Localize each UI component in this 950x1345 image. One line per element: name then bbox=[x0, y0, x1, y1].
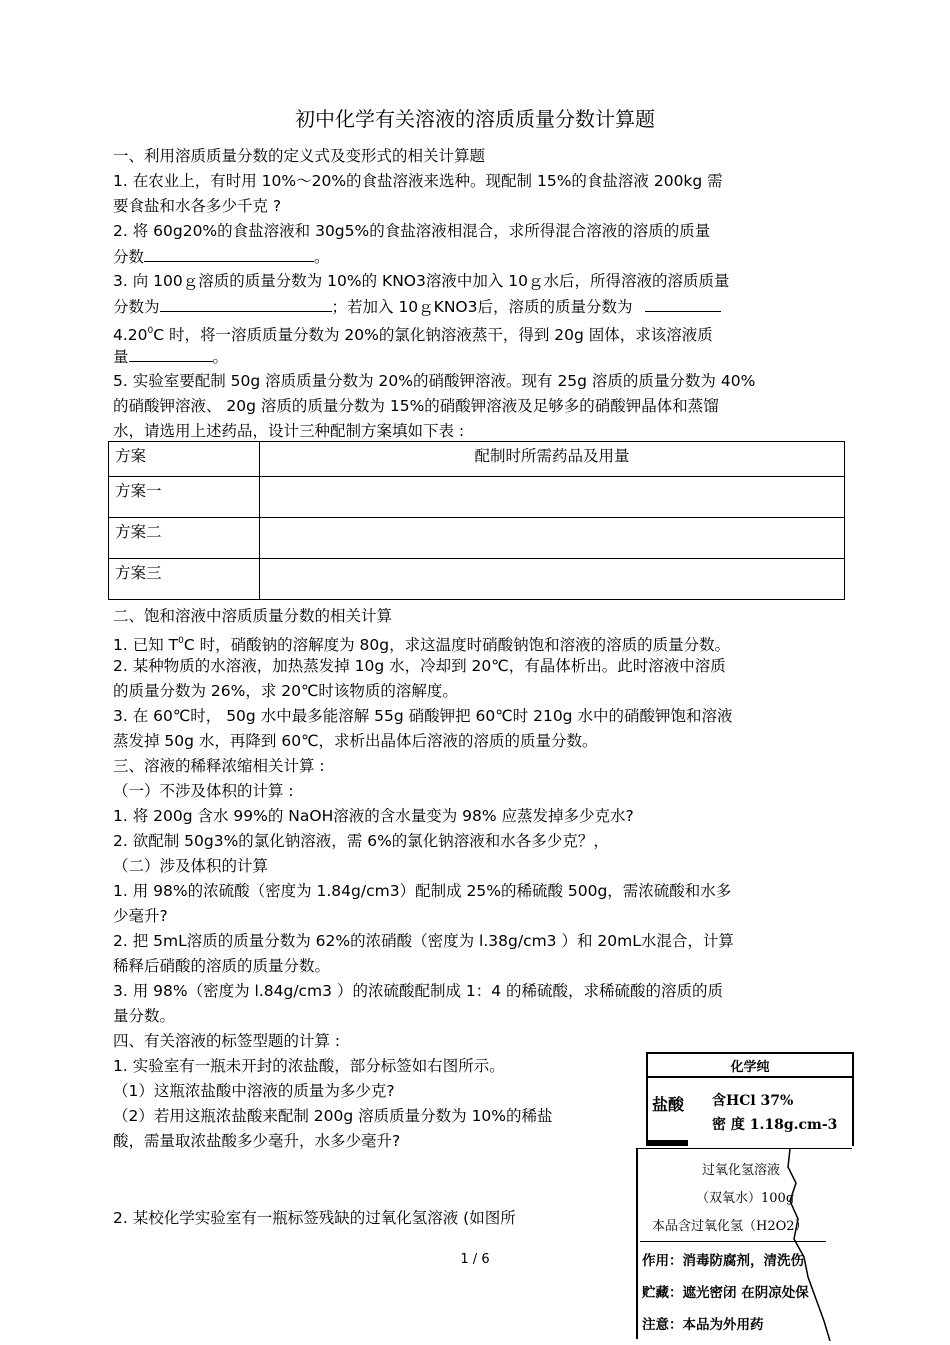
question-text-part: 4.20 bbox=[113, 326, 148, 344]
superscript: 0 bbox=[147, 326, 154, 336]
label-line: （双氧水）100g bbox=[696, 1191, 795, 1206]
question-text: 1. 在农业上，有时用 10%～20%的食盐溶液来选种。现配制 15%的食盐溶液 200kg 需 bbox=[113, 172, 723, 190]
label-line: 作用：消毒防腐剂，清洗伤 bbox=[642, 1253, 804, 1269]
question-text-part: C 时，硝酸钠的溶解度为 80g，求这温度时硝酸钠饱和溶液的溶质的质量分数。 bbox=[183, 636, 731, 654]
label-line: 过氧化氢溶液 bbox=[702, 1163, 781, 1178]
subsection-heading: （一）不涉及体积的计算 : bbox=[113, 782, 294, 800]
question-text: 2. 某种物质的水溶液，加热蒸发掉 10g 水，冷却到 20℃，有晶体析出。此时溶液中溶质 bbox=[113, 657, 726, 675]
table-cell: 方案二 bbox=[109, 518, 260, 559]
table-header-row bbox=[109, 442, 845, 477]
question-text bbox=[113, 246, 330, 267]
question-text: 3. 向 100ｇ溶质的质量分数为 10%的 KNO3溶液中加入 10ｇ水后，所得溶液的溶质质量 bbox=[113, 272, 730, 290]
answer-blank[interactable] bbox=[144, 246, 314, 262]
question-text-part: 。 bbox=[212, 348, 229, 366]
question-text bbox=[113, 296, 721, 317]
question-text: 2. 欲配制 50g3%的氯化钠溶液，需 6%的氯化钠溶液和水各多少克？， bbox=[113, 832, 609, 850]
label-formula: 含HCl 37% bbox=[712, 1093, 794, 1109]
question-text: 3. 在 60℃时， 50g 水中最多能溶解 55g 硝酸钾把 60℃时 210g 水中的硝酸钾饱和溶液 bbox=[113, 707, 733, 725]
section-heading-1: 一、利用溶质质量分数的定义式及变形式的相关计算题 bbox=[113, 147, 486, 165]
question-text-part: ；若加入 10ｇKNO3后，溶质的质量分数为 bbox=[331, 298, 633, 316]
table-row bbox=[109, 518, 845, 559]
question-text: 1. 将 200g 含水 99%的 NaOH溶液的含水量变为 98% 应蒸发掉多少克水? bbox=[113, 807, 634, 825]
page-title: 初中化学有关溶液的溶质质量分数计算题 bbox=[295, 107, 655, 131]
question-text bbox=[113, 346, 228, 367]
question-text-part: 分数 bbox=[113, 248, 145, 266]
section-heading-3: 三、溶液的稀释浓缩相关计算 : bbox=[113, 757, 325, 775]
label-grade: 化学纯 bbox=[730, 1060, 770, 1075]
question-text: 的硝酸钾溶液、 20g 溶质的质量分数为 15%的硝酸钾溶液及足够多的硝酸钾晶体和蒸馏 bbox=[113, 397, 719, 415]
question-text: 稀释后硝酸的溶质的质量分数。 bbox=[113, 957, 331, 975]
question-text bbox=[113, 321, 713, 345]
plan-table bbox=[108, 441, 845, 600]
superscript: 0 bbox=[178, 636, 184, 646]
question-text: 蒸发掉 50g 水，再降到 60℃，求析出晶体后溶液的溶质的质量分数。 bbox=[113, 732, 598, 750]
answer-blank[interactable] bbox=[160, 296, 332, 312]
question-text-part: 。 bbox=[314, 248, 330, 266]
table-input-cell[interactable] bbox=[260, 559, 845, 600]
page-number: 1 / 6 bbox=[460, 1252, 490, 1267]
question-text: 要食盐和水各多少千克 ? bbox=[113, 197, 282, 215]
table-input-cell[interactable] bbox=[260, 477, 845, 518]
question-text: 2. 某校化学实验室有一瓶标签残缺的过氧化氢溶液 (如图所 bbox=[113, 1209, 516, 1227]
label-divider bbox=[648, 1076, 852, 1078]
question-text: 1. 用 98%的浓硫酸（密度为 1.84g/cm3）配制成 25%的稀硫酸 500g，需浓硫酸和水多 bbox=[113, 882, 732, 900]
table-cell: 方案一 bbox=[109, 477, 260, 518]
question-text: 2. 将 60g20%的食盐溶液和 30g5%的食盐溶液相混合，求所得混合溶液的溶质的质量 bbox=[113, 222, 711, 240]
table-row bbox=[109, 477, 845, 518]
label-name: 盐酸 bbox=[652, 1095, 685, 1114]
table-input-cell[interactable] bbox=[260, 518, 845, 559]
hydrochloric-acid-label bbox=[646, 1052, 854, 1146]
question-text: 酸，需量取浓盐酸多少毫升，水多少毫升? bbox=[113, 1132, 401, 1150]
table-header: 配制时所需药品及用量 bbox=[260, 442, 845, 477]
label-line: 注意：本品为外用药 bbox=[642, 1317, 764, 1333]
question-text: 5. 实验室要配制 50g 溶质质量分数为 20%的硝酸钾溶液。现有 25g 溶质的质量分数为 40% bbox=[113, 372, 756, 390]
label-torn-edge bbox=[648, 1140, 688, 1146]
question-text bbox=[113, 631, 730, 655]
question-text: 2. 把 5mL溶质的质量分数为 62%的浓硝酸（密度为 l.38g/cm3 ）和 20mL水混合，计算 bbox=[113, 932, 734, 950]
question-text: 1. 实验室有一瓶未开封的浓盐酸，部分标签如右图所示。 bbox=[113, 1057, 505, 1075]
question-text: （1）这瓶浓盐酸中溶液的质量为多少克? bbox=[113, 1082, 395, 1100]
torn-edge-icon bbox=[778, 1149, 854, 1341]
question-text: 少毫升? bbox=[113, 907, 168, 925]
question-text-part: C 时，将一溶质质量分数为 20%的氯化钠溶液蒸干，得到 20g 固体，求该溶液质 bbox=[153, 326, 713, 344]
question-text: 的质量分数为 26%，求 20℃时该物质的溶解度。 bbox=[113, 682, 458, 700]
answer-blank[interactable] bbox=[645, 296, 721, 312]
label-divider bbox=[640, 1241, 826, 1242]
table-row bbox=[109, 559, 845, 600]
label-line: 贮藏：遮光密闭 在阴凉处保 bbox=[642, 1285, 809, 1301]
subsection-heading: （二）涉及体积的计算 bbox=[113, 857, 269, 875]
table-header: 方案 bbox=[109, 442, 260, 477]
hydrogen-peroxide-label bbox=[636, 1148, 852, 1339]
answer-blank[interactable] bbox=[129, 346, 213, 362]
question-text: 水，请选用上述药品，设计三种配制方案填如下表 : bbox=[113, 422, 465, 440]
label-line: 本品含过氧化氢（H2O2） bbox=[652, 1219, 808, 1234]
label-density: 密 度 1.18g.cm-3 bbox=[712, 1117, 838, 1133]
question-text-part: 1. 已知 T bbox=[113, 636, 179, 654]
question-text: （2）若用这瓶浓盐酸来配制 200g 溶质质量分数为 10%的稀盐 bbox=[113, 1107, 553, 1125]
section-heading-2: 二、饱和溶液中溶质质量分数的相关计算 bbox=[113, 607, 393, 625]
question-text-part: 量 bbox=[113, 348, 129, 366]
question-text: 量分数。 bbox=[113, 1007, 176, 1025]
section-heading-4: 四、有关溶液的标签型题的计算 : bbox=[113, 1032, 341, 1050]
table-cell: 方案三 bbox=[109, 559, 260, 600]
question-text-part: 分数为 bbox=[113, 298, 160, 316]
question-text: 3. 用 98%（密度为 l.84g/cm3 ）的浓硫酸配制成 1：4 的稀硫酸，求稀硫酸的溶质的质 bbox=[113, 982, 724, 1000]
